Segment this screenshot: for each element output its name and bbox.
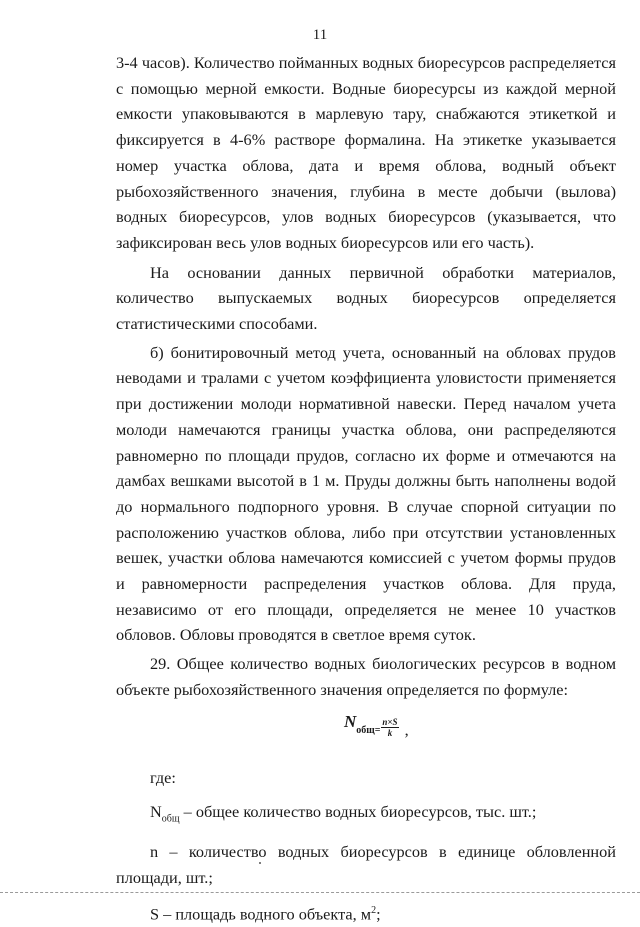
formula-symbol: N (344, 711, 357, 731)
paragraph-bonitation-method: б) бонитировочный метод учета, основанный на обловах прудов неводами и тралами с учетом коэффициента уловистости применяется при достижении молоди нормативной навески. Перед началом учета молоди намечаются границы участка облова, они распределяются равномерно по площади прудов, согласно их форме и отмечаются на дамбах вешками высотой в 1 м. Пруды должны быть наполнены водой до нормального подпорного уровня. В случае спорной ситуации по расположению участков облова, либо при отсутствии установленных вешек, участки облова намечаются комиссией с учетом формы прудов и равномерности распределения участков облова. Для пруда, независимо от его площади, определяется не менее 10 участков обловов. Обловы проводятся в светлое время суток. (116, 342, 616, 645)
formula-comma: , (404, 719, 409, 739)
formula (116, 709, 616, 753)
definition-n-subscript: общ (161, 813, 180, 825)
formula-expression (344, 709, 409, 738)
definition-s (116, 898, 616, 927)
document-body (116, 50, 616, 927)
definition-s-superscript: 2 (371, 904, 377, 916)
scan-dot (259, 862, 261, 864)
definition-n-text: – общее количество водных биоресурсов, тыс. шт.; (179, 802, 537, 822)
paragraph-fixation: 3-4 часов). Количество пойманных водных биоресурсов распределяется с помощью мерной емкости. Водные биоресурсы из каждой мерной емкости упаковываются в марлевую тару, снабжаются этикеткой и фиксируется в 4-6% растворе формалина. На этикетке указывается номер участка облова, дата и время облова, водный объект рыбохозяйственного значения, глубина в месте добычи (вылова) водных биоресурсов, улов водных биоресурсов (указывается, что зафиксирован весь улов водных биоресурсов или его часть). (116, 53, 616, 252)
definition-n-total (116, 799, 616, 832)
definition-n-unit: n – количество водных биоресурсов в единице обловленной площади, шт.; (116, 842, 616, 887)
paragraph-statistics: На основании данных первичной обработки материалов, количество выпускаемых водных биоресурсов определяется статистическими способами. (116, 262, 616, 334)
definition-s-tail: ; (376, 904, 381, 924)
formula-numerator: n×S (382, 717, 398, 728)
definition-n-symbol: N (150, 802, 162, 822)
where-label: где: (150, 767, 176, 787)
formula-subscript: общ= (356, 724, 381, 736)
formula-denominator: k (387, 728, 393, 739)
formula-fraction (381, 717, 398, 738)
scan-edge-line (0, 892, 640, 893)
page-number: 11 (312, 27, 328, 43)
definition-s-text: S – площадь водного объекта, м (150, 904, 372, 924)
paragraph-item-29: 29. Общее количество водных биологических ресурсов в водном объекте рыбохозяйственного значения определяется по формуле: (116, 654, 616, 699)
